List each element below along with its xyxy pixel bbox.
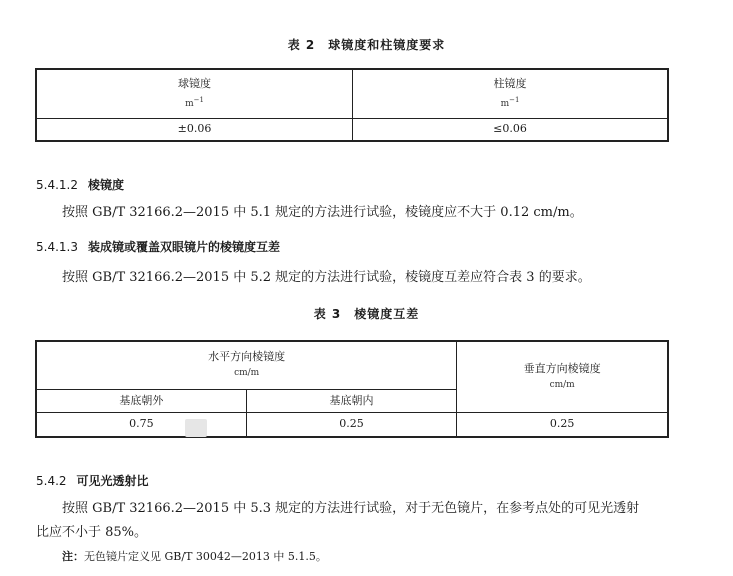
header-label: 水平方向棱镜度	[208, 350, 286, 364]
header-label: 垂直方向棱镜度	[523, 361, 601, 375]
table2-header-cylinder	[353, 69, 669, 118]
paragraph: 按照 GB/T 32166.2—2015 中 5.1 规定的方法进行试验，棱镜度应不大于 0.12 cm/m。	[62, 205, 583, 220]
table-row	[36, 118, 668, 141]
table3-cell-inward: 0.25	[246, 412, 457, 437]
header-unit: cm/m	[234, 368, 260, 379]
table-row	[36, 69, 668, 118]
table3-subheader-inward: 基底朝内	[246, 389, 457, 412]
table3	[35, 340, 669, 438]
section-number: 5.4.1.2	[36, 178, 78, 192]
scan-artifact	[185, 419, 207, 437]
paragraph: 按照 GB/T 32166.2—2015 中 5.2 规定的方法进行试验，棱镜度互差应符合表 3 的要求。	[62, 270, 591, 285]
section-heading	[36, 238, 280, 255]
paragraph-line: 比应不小于 85%。	[36, 525, 148, 540]
table-row	[36, 412, 668, 437]
section-number: 5.4.2	[36, 474, 67, 488]
header-unit: $m^{-1}$	[500, 95, 520, 109]
header-unit: cm/m	[549, 379, 575, 390]
table3-cell-outward: 0.75	[36, 412, 246, 437]
header-unit: $m^{-1}$	[185, 95, 204, 109]
table3-cell-vertical: 0.25	[457, 412, 668, 437]
table2-header-sphere	[36, 69, 353, 118]
table3-header-horizontal	[36, 341, 457, 389]
paragraph-line: 按照 GB/T 32166.2—2015 中 5.3 规定的方法进行试验，对于无色镜片，在参考点处的可见光透射	[62, 501, 640, 516]
section-title: 棱镜度	[87, 178, 124, 192]
note	[62, 548, 327, 564]
section-title: 可见光透射比	[76, 474, 149, 488]
table2	[35, 68, 669, 142]
table2-cell-sphere: ±0.06	[36, 118, 353, 141]
table3-header-vertical	[457, 341, 668, 412]
table3-subheader-outward: 基底朝外	[36, 389, 246, 412]
table-row	[36, 341, 668, 389]
section-title: 装成镜或覆盖双眼镜片的棱镜度互差	[87, 240, 280, 254]
section-heading	[36, 176, 124, 193]
header-label: 球镜度	[178, 76, 211, 90]
section-heading	[36, 472, 149, 489]
table2-caption: 表 2 球镜度和柱镜度要求	[287, 38, 446, 52]
table3-caption: 表 3 棱镜度互差	[313, 307, 420, 321]
header-label: 柱镜度	[493, 76, 527, 90]
note-text: 无色镜片定义见 GB/T 30042—2013 中 5.1.5。	[84, 550, 327, 563]
section-number: 5.4.1.3	[36, 240, 78, 254]
note-label: 注：	[62, 550, 84, 563]
table2-cell-cylinder: ≤0.06	[353, 118, 669, 141]
